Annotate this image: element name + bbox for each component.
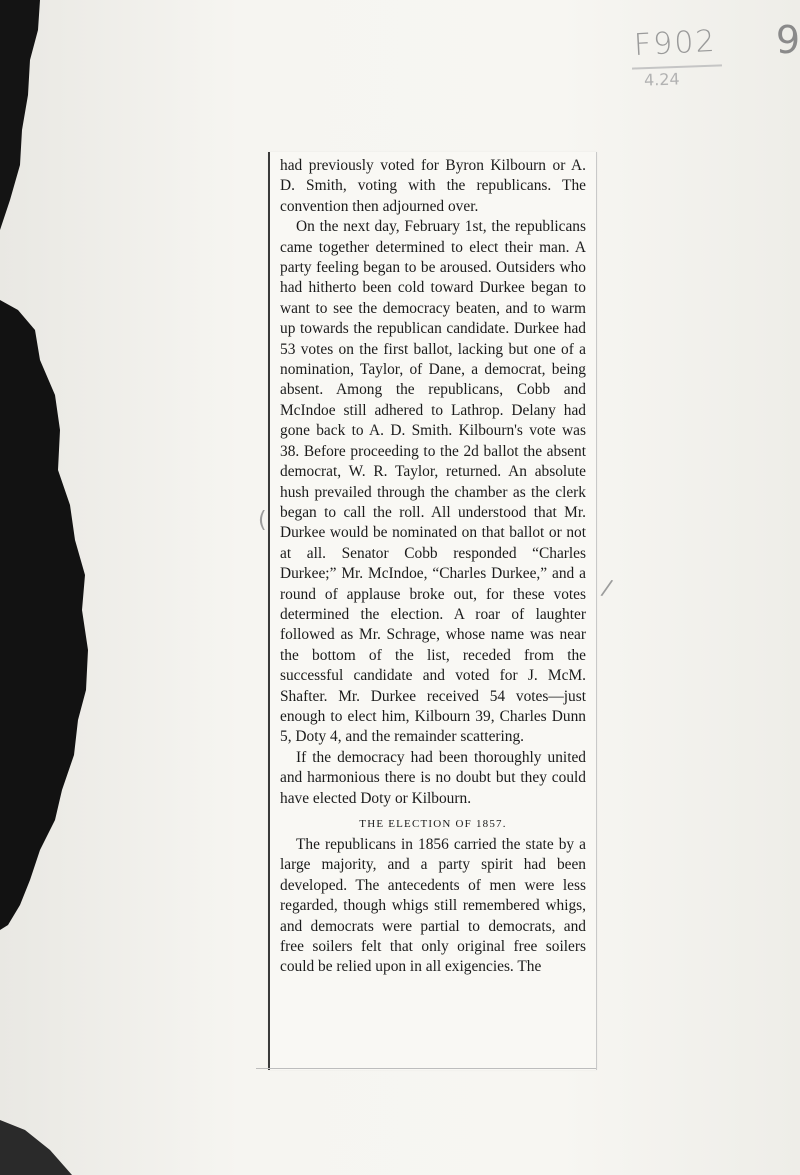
handwritten-annotation	[630, 18, 800, 108]
article-body	[280, 156, 586, 978]
pencil-slash-mark: /	[599, 575, 615, 602]
section-heading: THE ELECTION OF 1857.	[359, 818, 507, 830]
clipping-bottom-edge	[256, 1068, 596, 1069]
catalog-sub: 4.24	[643, 69, 680, 90]
pencil-paren-mark: (	[258, 508, 267, 533]
article-paragraph: On the next day, February 1st, the republicans came together determined to elect their man. A party feeling began to be aroused. Outsiders who had hitherto been cold toward Durkee began to want to see the democracy beaten, and to warm up towards the republican candidate. Durkee had 53 votes on the first ballot, lacking but one of a nomination, Taylor, of Dane, a democrat, being absent. Among the republicans, Cobb and McIndoe still adhered to Lathrop. Delany had gone back to A. D. Smith. Kilbourn's vote was 38. Before proceeding to the 2d ballot the absent democrat, W. R. Taylor, returned. An absolute hush prevailed through the chamber as the clerk began to call the roll. All understood that Mr. Durkee would be nominated on that ballot or not at all. Senator Cobb responded “Charles Durkee;” Mr. McIndoe, “Charles Durkee,” and a round of applause broke out, for these votes determined the election. A roar of laughter followed as Mr. Schrage, whose name was near the bottom of the list, receded from the successful candidate and voted for J. McM. Shafter. Mr. Durkee received 54 votes—just enough to elect him, Kilbourn 39, Charles Dunn 5, Doty 4, and the remainder scattering.	[280, 218, 586, 746]
newspaper-clipping	[268, 152, 597, 1070]
article-paragraph: had previously voted for Byron Kilbourn or A. D. Smith, voting with the republicans. The convention then adjourned over.	[280, 157, 586, 215]
article-paragraph: If the democracy had been thoroughly united and harmonious there is no doubt but they could have elected Doty or Kilbourn.	[280, 748, 586, 807]
catalog-number: F902	[633, 23, 718, 64]
scan-dark-edge	[0, 0, 110, 1175]
corner-mark: 9	[775, 18, 800, 62]
article-paragraph: The republicans in 1856 carried the state by a large majority, and a party spirit had been developed. The antecedents of men were less regarded, though whigs still remembered whigs, and democrats were partial to democrats, and free soilers felt that only original free soilers could be relied upon in all exigencies. The	[280, 836, 586, 976]
